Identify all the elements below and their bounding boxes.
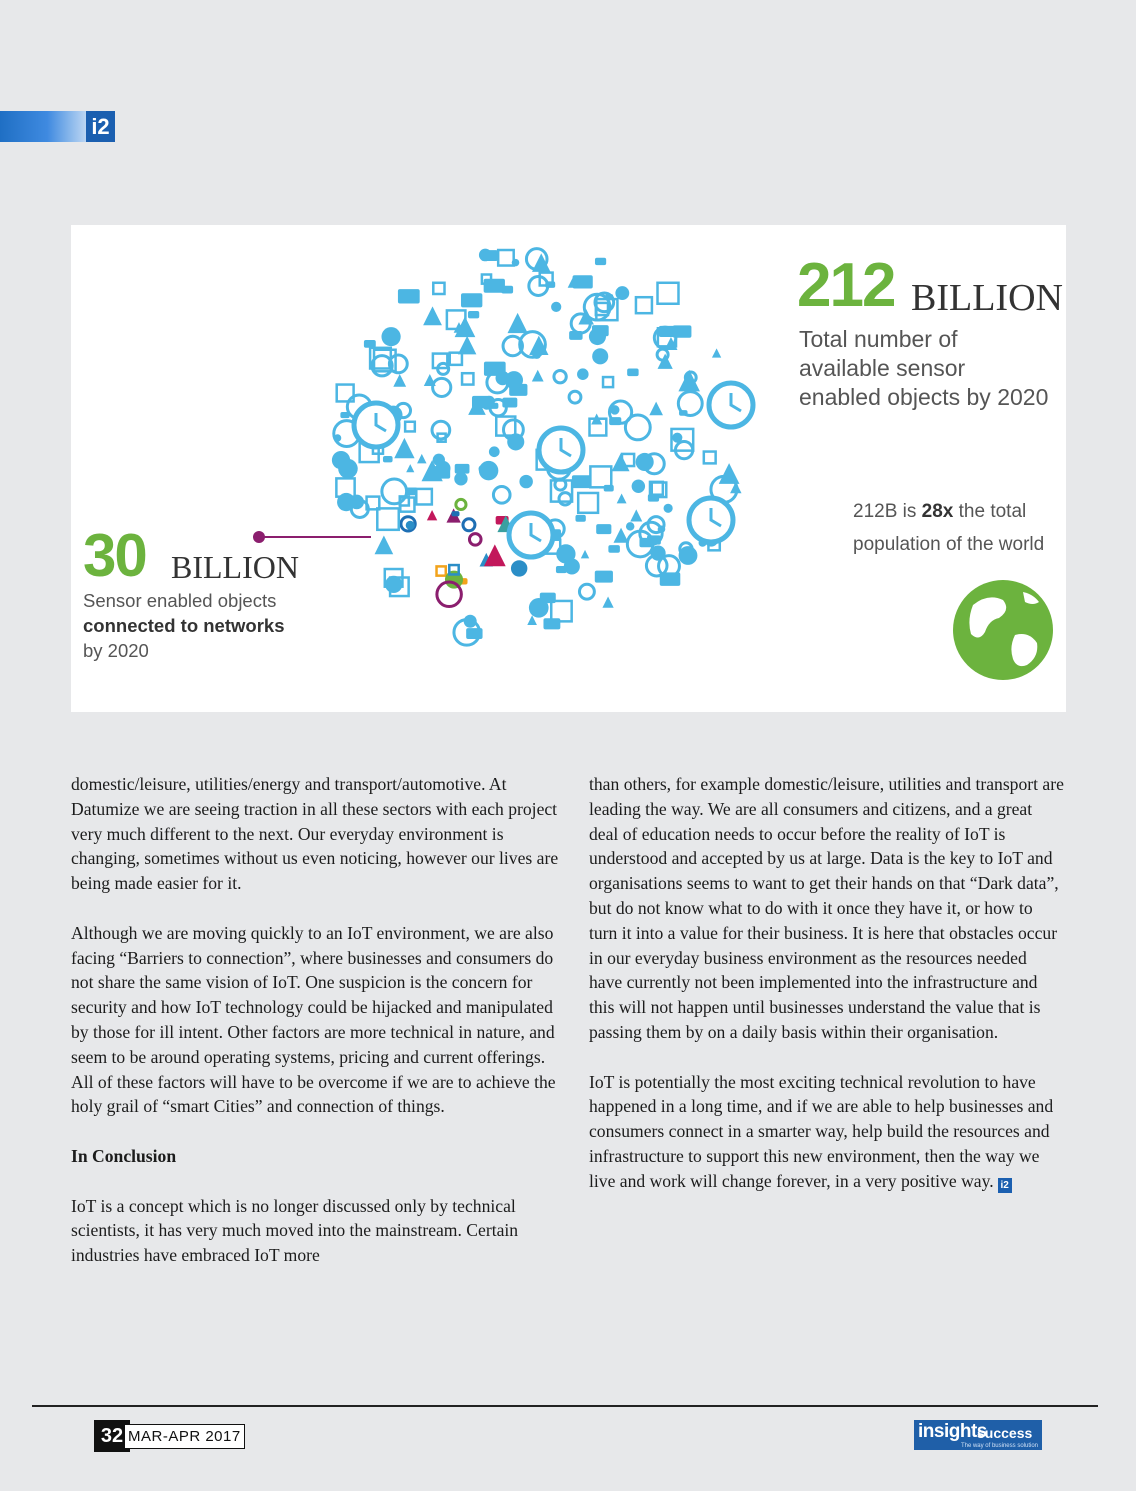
iot-glyph [375,536,394,555]
iot-glyph [437,566,446,575]
stat-212-number: 212 [797,251,895,320]
stat-212-description: Total number of available sensor enabled objects by 2020 [799,326,1049,410]
iot-glyph [589,328,606,345]
iot-glyph [569,391,581,403]
iot-glyph [595,571,613,583]
closing-paragraph-text: IoT is potentially the most exciting technical revolution to have happened in a long time, and if we are able to help businesses and consumers connect in a smarter way, help build the resources and infrastructure to support this new environment, then the way we live and work will change forever, in a very positive way. [589,1071,1054,1191]
iot-glyph [405,422,415,432]
iot-glyph [463,519,475,531]
stat-30-line-2: connected to networks [83,615,285,636]
population-multiplier: 28x [921,501,954,522]
iot-glyph [479,461,498,480]
population-prefix: 212B is [853,501,922,522]
iot-glyph [489,446,500,457]
issue-date: MAR-APR 2017 [124,1424,245,1449]
brand-logo [914,1420,1042,1450]
section-heading: In Conclusion [71,1145,177,1166]
iot-glyph [450,353,462,365]
iot-glyph [712,348,721,357]
iot-glyph [340,412,349,418]
iot-glyph [472,396,491,408]
iot-glyph [590,466,611,487]
iot-glyph [578,493,598,513]
paragraph [589,1070,1064,1194]
iot-glyph [393,374,406,387]
stat-30-line-3: by 2020 [83,640,149,661]
iot-glyph [469,534,481,546]
iot-infographic [71,225,1066,712]
connector-dot [253,531,265,543]
article-column-left [71,772,561,1268]
iot-glyph [462,373,473,384]
iot-glyph [579,584,594,599]
article-end-mark-icon: i2 [998,1178,1012,1193]
iot-glyph [636,453,654,471]
population-suffix: the total population of the world [853,501,1045,555]
iot-glyph [484,279,505,293]
iot-glyph [678,392,702,416]
paragraph: Although we are moving quickly to an IoT environment, we are also facing “Barriers to connection”, where businesses and consumers do not share the same vision of IoT. One suspicion is the concern for security and how IoT technology could be hijacked and manipulated by those for ill intent. Other factors are more technical in nature, and seem to be around operating systems, pricing and current offerings. All of these factors will have to be overcome if we are to achieve the holy grail of “smart Cities” and connection of things. [71,922,556,1117]
iot-glyph [543,618,560,629]
iot-glyph [556,566,567,573]
iot-glyph [595,258,606,265]
iot-glyph [575,515,585,522]
iot-glyph [658,525,666,533]
iot-glyph [554,370,566,382]
iot-glyph [406,464,414,472]
iot-glyph [626,522,634,530]
iot-glyph [630,509,642,521]
stat-30-number: 30 [83,522,146,589]
iot-glyph [572,475,591,488]
iot-glyph [627,368,638,376]
stat-212-unit: BILLION [911,277,1063,319]
iot-glyph [519,475,532,488]
iot-glyph [679,546,698,565]
article-column-right [589,772,1064,1194]
iot-glyph [383,456,393,462]
iot-glyph [394,438,414,458]
brand-name-part1: insights [918,1421,987,1442]
brand-tagline: The way of business solution [960,1443,1038,1449]
iot-glyph [529,598,549,618]
iot-glyph [507,313,527,333]
iot-glyph [381,327,400,346]
iot-glyph [432,421,450,439]
paragraph: than others, for example domestic/leisure, utilities and transport are leading the way. We are all consumers and citizens, and a great deal of education needs to occur before the reality of IoT is understood and accepted by us at large. Data is the key to IoT and organisations seems to want to get their hands on that “Dark data”, but do not know what to do with it once they have it, or how to turn it into a value for their business. It is here that obstacles occur in our everyday business environment as the resources needed have currently not been implemented into the infrastructure and this will not happen until businesses understand the value that is passing them by on a daily basis within their organisation. [589,774,1064,1042]
iot-glyph [617,494,627,504]
iot-glyph [625,415,650,440]
iot-glyph [532,370,544,382]
iot-glyph [451,511,459,516]
iot-glyph [581,550,589,558]
iot-glyph [577,368,589,380]
iot-glyph [493,487,510,504]
iot-glyph [719,463,740,484]
iot-glyph [632,480,645,493]
iot-glyph [377,508,398,529]
iot-glyph [433,454,445,466]
iot-glyph [639,538,653,547]
iot-glyph [455,464,470,474]
iot-glyph [608,545,620,553]
iot-glyph [614,528,629,543]
iot-glyph [417,454,426,463]
stat-30-unit: BILLION [171,549,299,585]
iot-glyph [532,350,541,359]
iot-glyph [433,283,444,294]
iot-glyph [498,250,514,266]
paragraph: domestic/leisure, utilities/energy and transport/automotive. At Datumize we are seeing traction in all these sectors with each project very much different to the next. Our everyday environment is changing, sometimes without us even noticing, however our lives are being made easier for it. [71,774,559,894]
iot-glyph [416,489,432,505]
iot-glyph [398,289,420,303]
iot-glyph [559,493,571,505]
iot-glyph [592,348,608,364]
iot-glyph [636,297,652,313]
iot-glyph [704,452,716,464]
page-number: 32 [94,1420,130,1452]
iot-glyph [334,434,341,441]
iot-glyph [433,378,451,396]
iot-glyph [658,283,679,304]
iot-glyph [603,377,613,387]
iot-glyph [505,371,523,389]
world-globe-icon [953,580,1053,680]
iot-glyph [423,306,442,325]
iot-glyph [659,326,676,337]
iot-glyph [602,596,613,607]
iot-glyph [406,521,415,530]
magazine-logo-icon: i2 [86,111,115,142]
population-comparison [853,495,1053,561]
iot-glyph [338,459,358,479]
iot-glyph [664,504,673,513]
iot-glyph [658,354,673,369]
footer-rule [32,1405,1098,1407]
iot-glyph [612,453,630,471]
iot-glyph [456,499,466,509]
iot-glyph [649,402,663,416]
brand-name-part2: success [977,1425,1033,1441]
iot-glyph [511,560,527,576]
stat-30-description [83,588,323,663]
iot-glyph [461,293,482,307]
iot-glyph [427,510,437,520]
iot-glyph [468,311,479,318]
paragraph: IoT is a concept which is no longer discussed only by technical scientists, it has very much moved into the mainstream. Certain industries have embraced IoT more [71,1195,519,1266]
iot-glyph [596,524,611,534]
iot-icon-cloud [332,249,753,645]
iot-glyph [454,472,467,485]
iot-glyph [609,417,621,425]
header-accent-bar [0,111,86,142]
iot-glyph [484,362,506,376]
iot-glyph [573,275,593,288]
stat-30-line-1: Sensor enabled objects [83,590,277,611]
iot-glyph [551,302,561,312]
iot-glyph [382,479,407,504]
